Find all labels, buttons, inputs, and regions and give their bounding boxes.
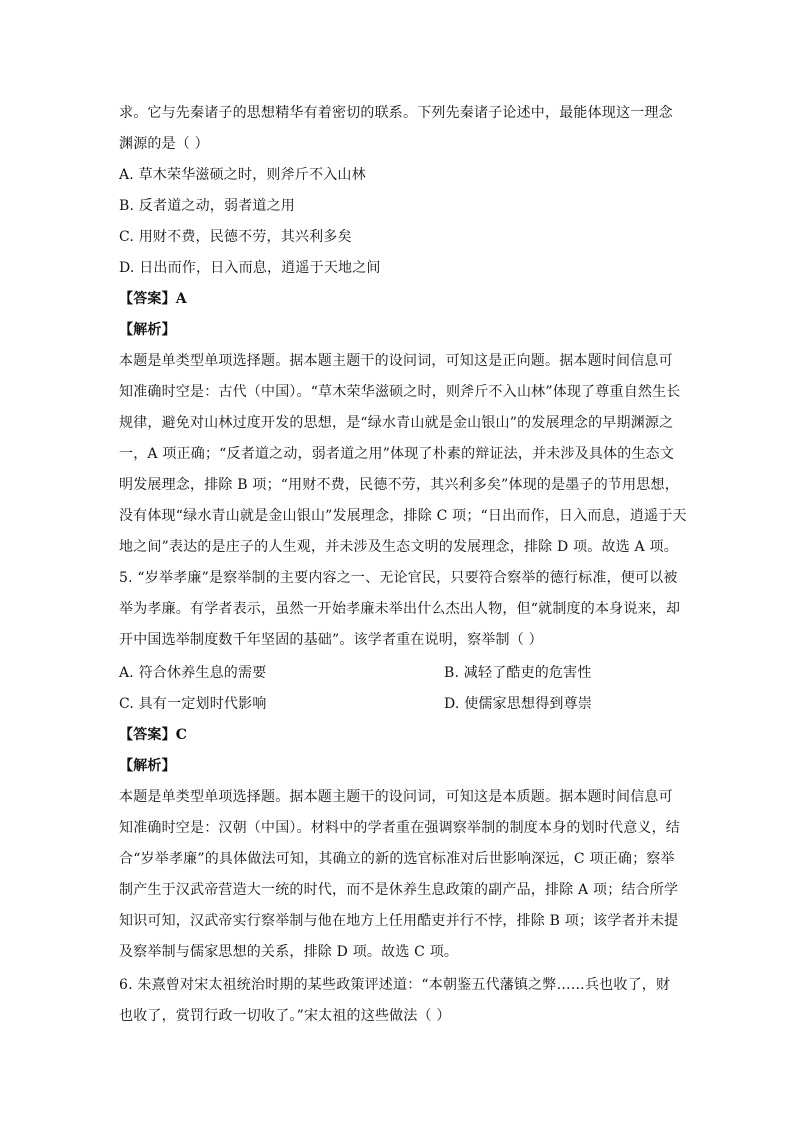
q4-analysis-line: 规律，避免对山林过度开发的思想，是“绿水青山就是金山银山”的发展理念的早期渊源之	[119, 415, 674, 431]
q5-analysis-line: 及察举制与儒家思想的关系，排除 D 项。故选 C 项。	[119, 944, 459, 960]
q5-answer: 【答案】C	[119, 727, 188, 743]
q5-option-a: A. 符合休养生息的需要	[119, 665, 267, 681]
q4-option-b: B. 反者道之动，弱者道之用	[119, 198, 295, 214]
q5-option-c: C. 具有一定划时代影响	[119, 696, 267, 712]
q4-answer: 【答案】A	[119, 291, 187, 307]
q4-analysis-line: 明发展理念，排除 B 项；“用财不费，民德不劳，其兴利多矣”体现的是墨子的节用思想，	[119, 477, 679, 493]
q5-stem-line: 开中国选举制度数千年坚固的基础”。该学者重在说明，察举制（ ）	[119, 632, 543, 648]
q5-analysis-line: 知准确时空是：汉朝（中国）。材料中的学者重在强调察举制的制度本身的划时代意义，结	[119, 820, 680, 836]
q4-analysis-line: 没有体现“绿水青山就是金山银山”发展理念，排除 C 项；“日出而作，日入而息，逍遥于天	[119, 508, 687, 524]
q4-analysis-line: 本题是单类型单项选择题。据本题主题干的设问词，可知这是正向题。据本题时间信息可	[119, 353, 673, 369]
q4-analysis-line: 一，A 项正确；“反者道之动，弱者道之用”体现了朴素的辩证法，并未涉及具体的生态文	[119, 446, 675, 462]
q4-analysis-line: 地之间”表达的是庄子的人生观，并未涉及生态文明的发展理念，排除 D 项。故选 A 项。	[119, 539, 678, 555]
q5-analysis-label: 【解析】	[119, 758, 176, 774]
q4-analysis-line: 知准确时空是：古代（中国）。“草木荣华滋硕之时，则斧斤不入山林”体现了尊重自然生长	[119, 384, 681, 400]
q5-analysis-line: 本题是单类型单项选择题。据本题主题干的设问词，可知这是本质题。据本题时间信息可	[119, 789, 673, 805]
q4-analysis-label: 【解析】	[119, 322, 176, 338]
q4-option-c: C. 用财不费，民德不劳，其兴利多矣	[119, 229, 352, 245]
q5-analysis-line: 制产生于汉武帝营造大一统的时代，而不是休养生息政策的副产品，排除 A 项；结合所学	[119, 882, 679, 898]
q4-stem-line-2: 渊源的是（ ）	[119, 136, 209, 152]
q4-stem-line-1: 求。它与先秦诸子的思想精华有着密切的联系。下列先秦诸子论述中，最能体现这一理念	[119, 105, 673, 121]
q6-stem-line: 也收了，赏罚行政一切收了。”宋太祖的这些做法（ ）	[119, 1008, 451, 1024]
q5-stem-line: 5. “岁举孝廉”是察举制的主要内容之一、无论官民，只要符合察举的德行标准，便可以被	[119, 570, 678, 586]
q4-option-d: D. 日出而作，日入而息，逍遥于天地之间	[119, 260, 381, 276]
q5-option-d: D. 使儒家思想得到尊崇	[444, 696, 593, 712]
q5-analysis-line: 知识可知，汉武帝实行察举制与他在地方上任用酷吏并行不悖，排除 B 项；该学者并未提	[119, 913, 679, 929]
q6-stem-line: 6. 朱熹曾对宋太祖统治时期的某些政策评述道：“本朝鉴五代藩镇之弊……兵也收了，财	[119, 977, 671, 993]
q5-stem-line: 举为孝廉。有学者表示，虽然一开始孝廉未举出什么杰出人物，但“就制度的本身说来，却	[119, 601, 681, 617]
q5-option-b: B. 减轻了酷吏的危害性	[444, 665, 592, 681]
q4-option-a: A. 草木荣华滋硕之时，则斧斤不入山林	[119, 167, 366, 183]
q5-analysis-line: 合“岁举孝廉”的具体做法可知，其确立的新的选官标准对后世影响深远，C 项正确；察举	[119, 851, 675, 867]
